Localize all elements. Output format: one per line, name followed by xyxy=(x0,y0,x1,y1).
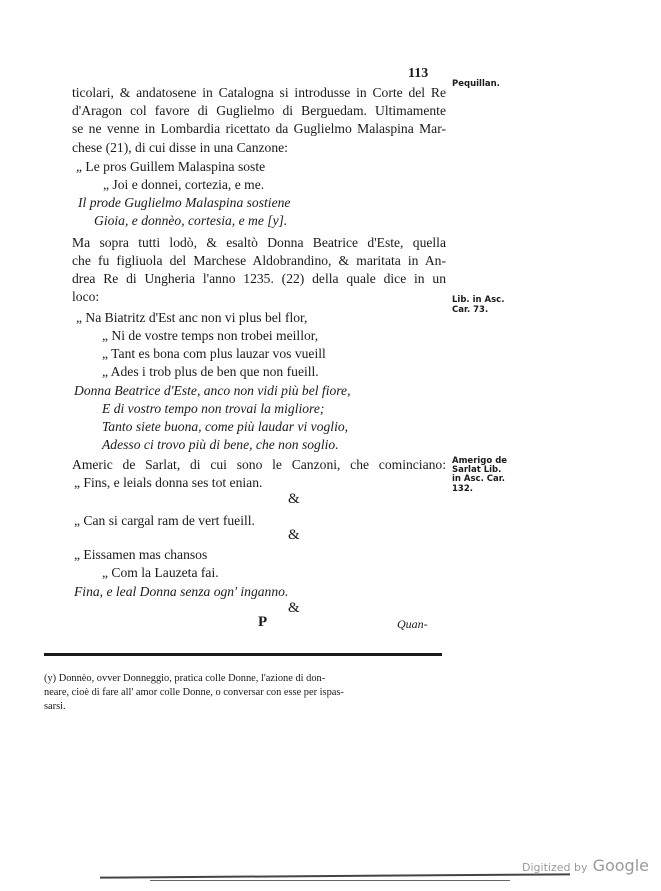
translation-line: E di vostro tempo non trovai la migliore; xyxy=(102,401,325,416)
ampersand-separator: & xyxy=(288,491,300,507)
footnote-line: sarsi. xyxy=(44,701,66,712)
ampersand-separator: & xyxy=(288,600,300,616)
text-line: chese (21), di cui disse in una Canzone: xyxy=(72,140,288,155)
footnote-line: neare, cioè di fare all' amor colle Donne, o conversar con esse per ispas- xyxy=(44,687,344,698)
verse-line: „ Eissamen mas chansos xyxy=(74,547,208,562)
margin-note: Sarlat Lib. xyxy=(452,465,502,475)
text-line: Ma sopra tutti lodò, & esaltò Donna Beatrice d'Este, quella xyxy=(72,235,446,250)
margin-note: in Asc. Car. xyxy=(452,474,505,484)
footnote-line: (y) Donnèo, ovver Donneggio, pratica colle Donne, l'azione di don- xyxy=(44,673,326,684)
text-line: che fu figliuola del Marchese Aldobrandino, & maritata in An- xyxy=(72,253,446,268)
translation-line: Gioia, e donnèo, cortesia, e me [y]. xyxy=(94,213,288,228)
signature-mark: P xyxy=(258,614,268,630)
verse-line: „ Ni de vostre temps non trobei meillor, xyxy=(102,328,319,343)
margin-note: Amerigo de xyxy=(452,456,508,466)
text-line: drea Re di Ungheria l'anno 1235. (22) della quale dice in un xyxy=(72,271,446,286)
scan-edge-line xyxy=(100,873,570,878)
margin-note: Lib. in Asc. xyxy=(452,295,505,305)
verse-line: „ Fins, e leials donna ses tot enian. xyxy=(74,475,263,490)
verse-line: „ Can si cargal ram de vert fueill. xyxy=(74,513,255,528)
page-number: 113 xyxy=(408,66,429,81)
text-line: loco: xyxy=(72,289,100,304)
translation-line: Tanto siete buona, come più laudar vi voglio, xyxy=(102,419,349,434)
verse-line: „ Joi e donnei, cortezia, e me. xyxy=(103,177,265,192)
margin-note: Pequillan. xyxy=(452,79,500,89)
scan-edge-line xyxy=(150,880,510,881)
text-line: se ne venne in Lombardia ricettato da Guglielmo Malaspina Mar- xyxy=(72,121,446,136)
footnote-rule xyxy=(44,653,442,656)
watermark-prefix: Digitized by xyxy=(522,861,588,874)
verse-line: „ Tant es bona com plus lauzar vos vueill xyxy=(102,346,326,361)
google-logo: Google xyxy=(592,856,649,875)
ampersand-separator: & xyxy=(288,527,300,543)
digitized-watermark xyxy=(522,856,649,875)
translation-line: Fina, e leal Donna senza ogn' inganno. xyxy=(74,584,289,599)
verse-line: „ Com la Lauzeta fai. xyxy=(102,565,219,580)
text-line: d'Aragon col favore di Guglielmo di Berguedam. Ultimamente xyxy=(72,103,446,118)
translation-line: Donna Beatrice d'Este, anco non vidi più bel fiore, xyxy=(74,383,351,398)
catchword: Quan- xyxy=(397,617,428,631)
verse-line: „ Le pros Guillem Malaspina soste xyxy=(76,159,266,174)
translation-line: Adesso ci trovo più di bene, che non soglio. xyxy=(102,437,339,452)
verse-line: „ Ades i trob plus de ben que non fueill. xyxy=(102,364,319,379)
text-line: ticolari, & andatosene in Catalogna si introdusse in Corte del Re xyxy=(72,85,446,100)
verse-line: „ Na Biatritz d'Est anc non vi plus bel flor, xyxy=(76,310,308,325)
translation-line: Il prode Guglielmo Malaspina sostiene xyxy=(78,195,291,210)
margin-note: 132. xyxy=(452,484,473,494)
text-line: Americ de Sarlat, di cui sono le Canzoni, che cominciano: xyxy=(72,457,446,472)
margin-note: Car. 73. xyxy=(452,305,489,315)
